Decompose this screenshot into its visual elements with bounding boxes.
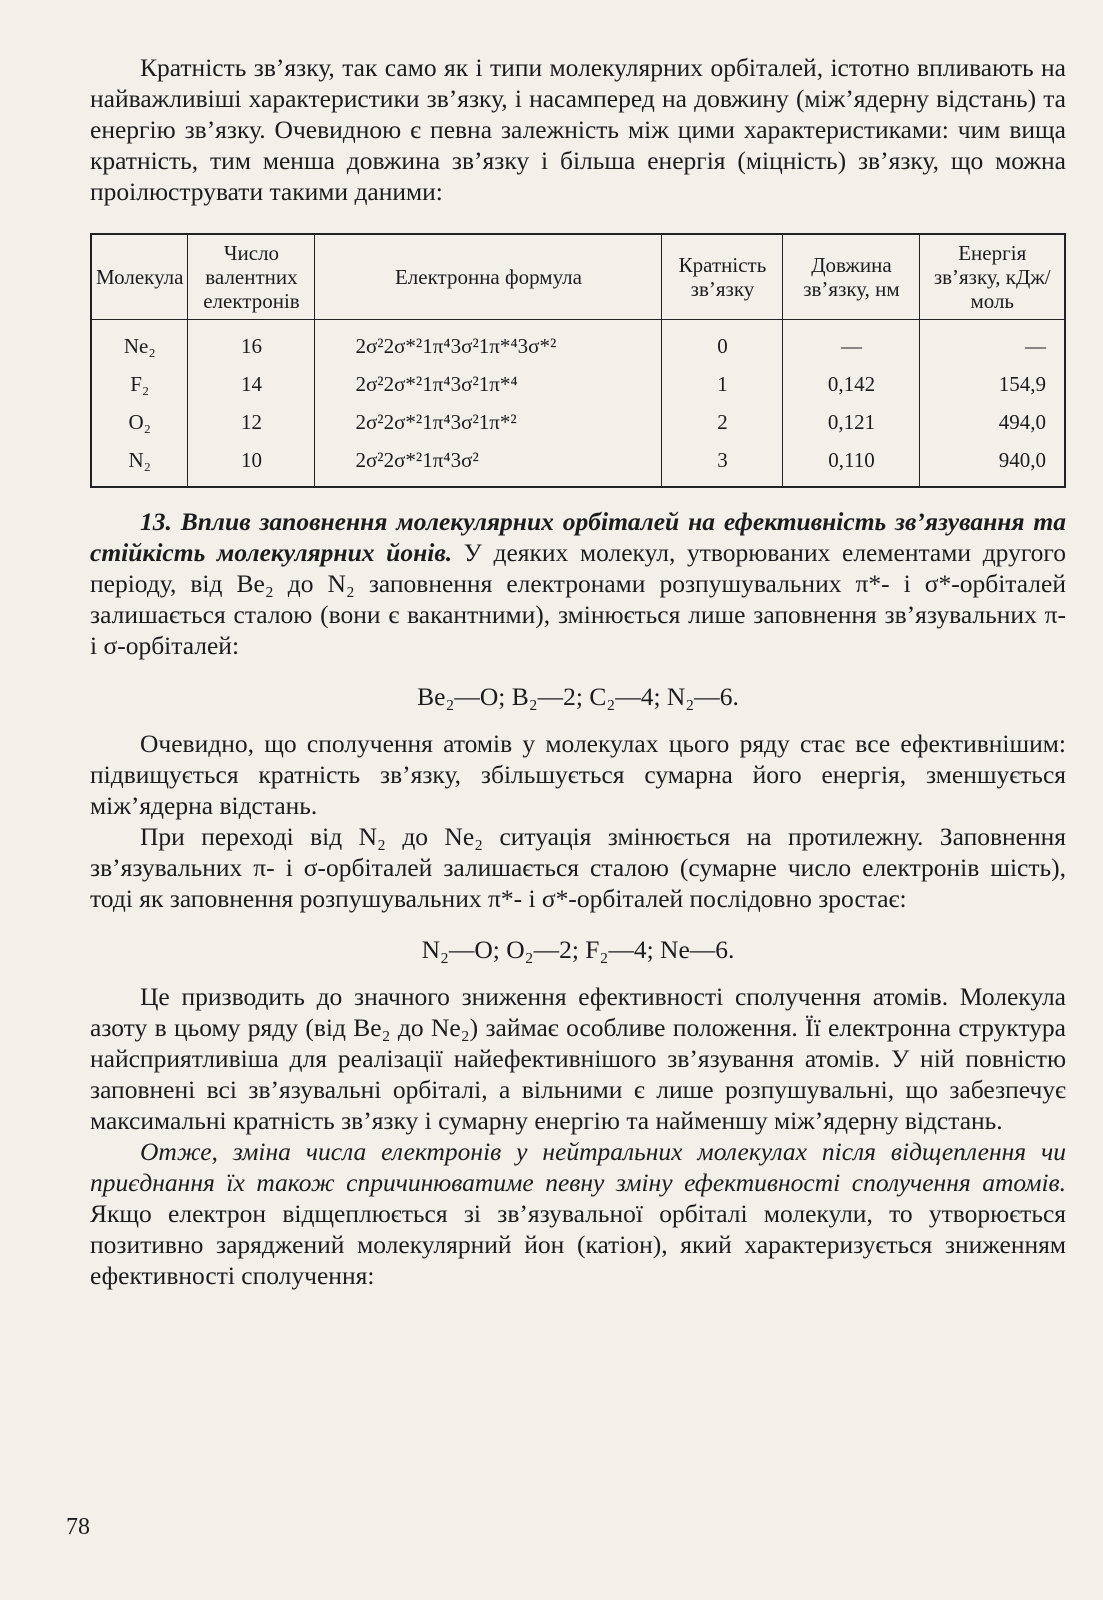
cell-energy: 940,0 xyxy=(920,441,1065,487)
paragraph-nitrogen: Це призводить до значного зниження ефективності сполучення атомів. Молекула азоту в цьому ряду (від Be₂ до Ne₂) займає особливе положення. Її електронна структура найсприятливіша для реалізації найефективнішого зв’язування атомів. У ній повністю заповнені всі зв’язувальні орбіталі, а вільними є лише розпушувальні, що забезпечує максимальні кратність зв’язку і сумарну енергію та найменшу між’ядерну відстань. xyxy=(90,982,1066,1135)
cell-order: 0 xyxy=(662,320,783,366)
header-energy: Енергія зв’язку, кДж/моль xyxy=(920,234,1065,320)
table-row xyxy=(91,403,1065,441)
header-formula: Електронна формула xyxy=(315,234,662,320)
cell-molecule: O₂ xyxy=(91,403,188,441)
table-row xyxy=(91,441,1065,487)
cell-length: — xyxy=(783,320,920,366)
formula-be2-n2: Be₂—O; B₂—2; C₂—4; N₂—6. xyxy=(417,682,739,711)
cell-order: 3 xyxy=(662,441,783,487)
cell-order: 2 xyxy=(662,403,783,441)
cell-electrons: 10 xyxy=(188,441,315,487)
table-row xyxy=(91,320,1065,366)
header-order: Кратність зв’язку xyxy=(662,234,783,320)
cell-formula: 2σ²2σ*²1π⁴3σ²1π*⁴3σ*² xyxy=(315,320,662,366)
cell-molecule: Ne₂ xyxy=(91,320,188,366)
cell-energy: — xyxy=(920,320,1065,366)
formula-n2-ne: N₂—O; O₂—2; F₂—4; Ne—6. xyxy=(421,935,735,964)
cell-electrons: 16 xyxy=(188,320,315,366)
cell-formula: 2σ²2σ*²1π⁴3σ²1π*² xyxy=(315,403,662,441)
table-row xyxy=(91,365,1065,403)
header-length: Довжина зв’язку, нм xyxy=(783,234,920,320)
header-molecule: Молекула xyxy=(91,234,188,320)
conclusion-italic: Отже, зміна числа електронів у нейтральних молекулах після відщеплення чи приєднання їх також спричинюватиме певну зміну ефективності сполучення атомів. xyxy=(90,1137,1066,1197)
page-number: 78 xyxy=(66,1514,90,1540)
table-header-row xyxy=(91,234,1065,320)
paragraph-efficiency: Очевидно, що сполучення атомів у молекулах цього ряду стає все ефективнішим: підвищується кратність зв’язку, збільшується сумарна його енергія, зменшується між’ядерна відстань. xyxy=(90,729,1066,820)
cell-length: 0,142 xyxy=(783,365,920,403)
cell-length: 0,110 xyxy=(783,441,920,487)
paragraph-n2-ne2: При переході від N₂ до Ne₂ ситуація змінюється на протилежну. Заповнення зв’язувальних π- і σ-орбіталей залишається сталою (сумарне число електронів шість), тоді як заповнення розпушувальних π*- і σ*-орбіталей послідовно зростає: xyxy=(90,822,1066,913)
ions-text: Якщо електрон відщеплюється зі зв’язувальної орбіталі молекули, то утворюється позитивно заряджений молекулярний йон (катіон), який характеризується зниженням ефективності сполучення: xyxy=(90,1199,1066,1290)
cell-order: 1 xyxy=(662,365,783,403)
cell-molecule: N₂ xyxy=(91,441,188,487)
section-13-heading: 13. Вплив заповнення молекулярних орбіталей на ефективність зв’язування та стійкість молекулярних йонів. xyxy=(90,507,1066,567)
bond-table xyxy=(90,233,1066,488)
header-electrons: Число валентних електронів xyxy=(188,234,315,320)
paragraph-ions xyxy=(90,1136,1066,1291)
cell-length: 0,121 xyxy=(783,403,920,441)
intro-paragraph: Кратність зв’язку, так само як і типи молекулярних орбіталей, істотно впливають на найважливіші характеристики зв’язку, і насамперед на довжину (між’ядерну відстань) та енергію зв’язку. Очевидною є певна залежність між цими характеристиками: чим вища кратність, тим менша довжина зв’язку і більша енергія (міцність) зв’язку, що можна проілюструвати такими даними: xyxy=(90,53,1066,206)
cell-formula: 2σ²2σ*²1π⁴3σ²1π*⁴ xyxy=(315,365,662,403)
cell-electrons: 12 xyxy=(188,403,315,441)
section-13-text: У деяких молекул, утворюваних елементами другого періоду, від Be₂ до N₂ заповнення електронами розпушувальних π*- і σ*-орбіталей залишається сталою (вони є вакантними), змінюється лише заповнення зв’язувальних π- і σ-орбіталей: xyxy=(90,538,1066,660)
cell-formula: 2σ²2σ*²1π⁴3σ² xyxy=(315,441,662,487)
cell-energy: 154,9 xyxy=(920,365,1065,403)
section-13-paragraph xyxy=(90,506,1066,661)
cell-electrons: 14 xyxy=(188,365,315,403)
cell-energy: 494,0 xyxy=(920,403,1065,441)
page-content xyxy=(90,52,1066,1291)
cell-molecule: F₂ xyxy=(91,365,188,403)
